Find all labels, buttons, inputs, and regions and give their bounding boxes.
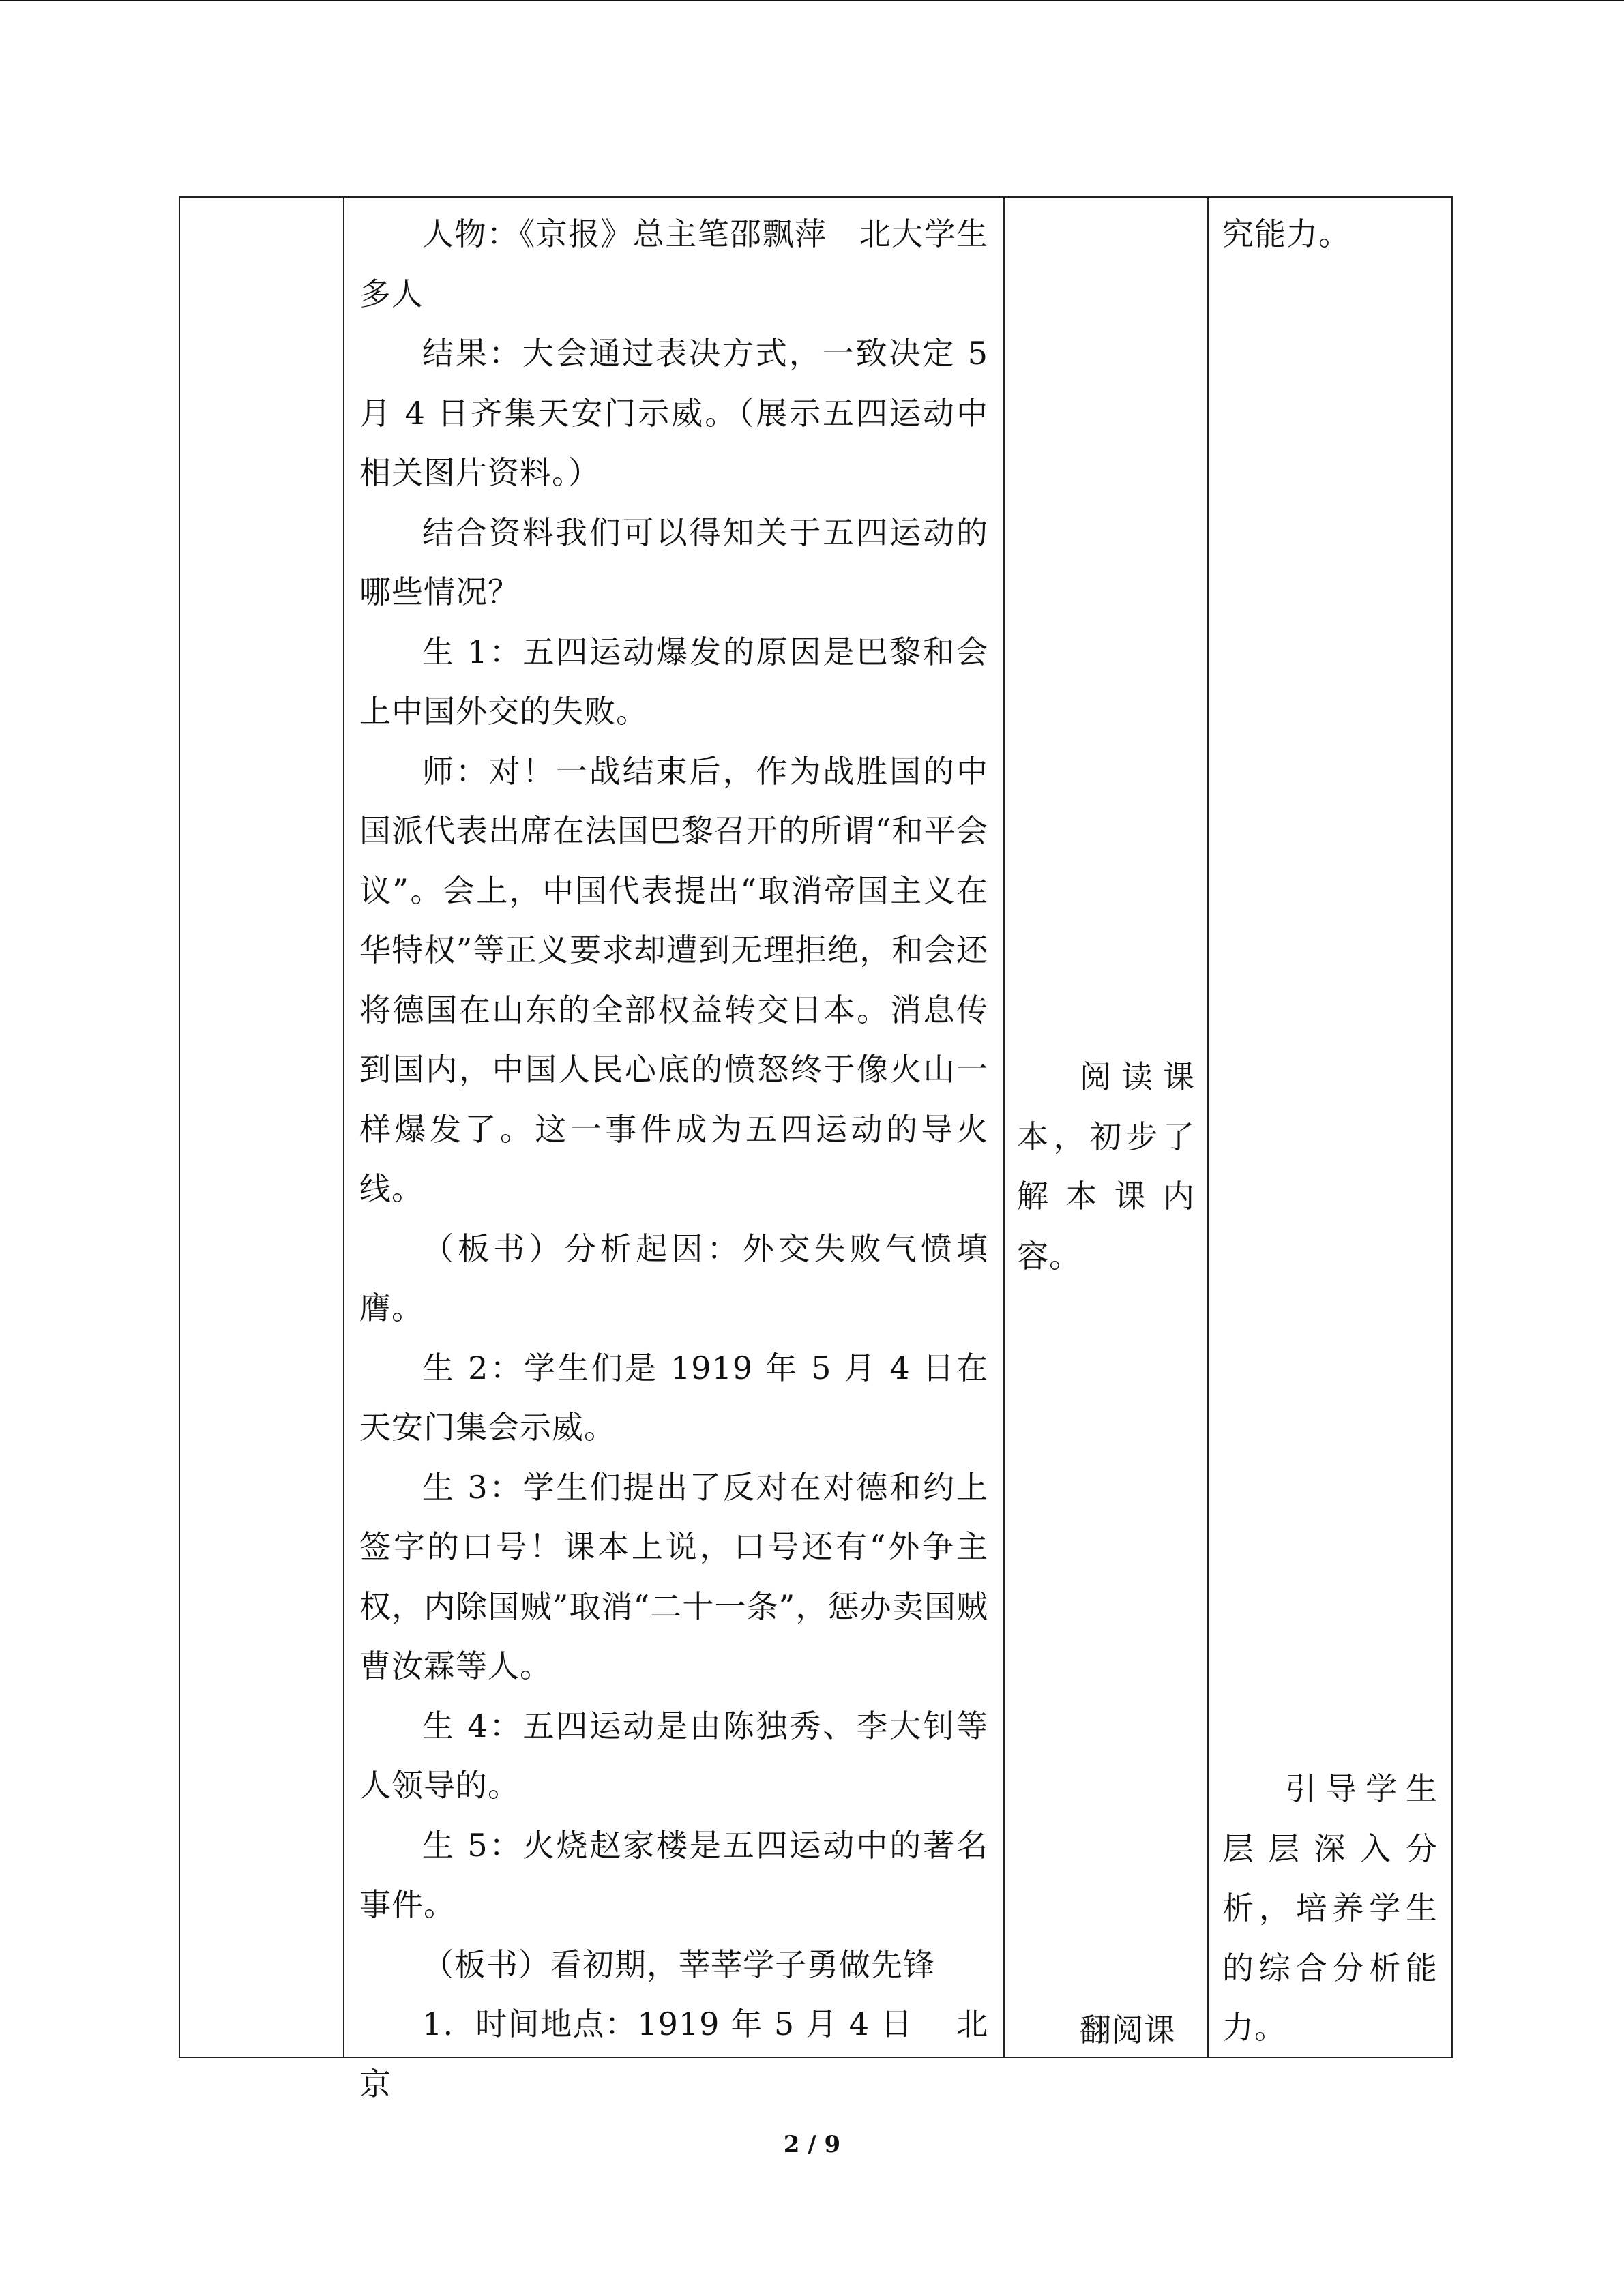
paragraph: 人物：《京报》总主笔邵飘萍 北大学生多人 (359, 215, 988, 312)
paragraph: 翻阅课 (1080, 2012, 1176, 2048)
paragraph: （板书）看初期，莘莘学子勇做先锋 (422, 1945, 935, 1983)
student-activity-cell (1004, 197, 1208, 2057)
read-activity-text (1005, 1047, 1207, 1286)
paragraph: （板书）分析起因：外交失败气愤填膺。 (359, 1229, 988, 1326)
intent-top-text (1209, 205, 1451, 265)
page-number: 2 / 9 (783, 2131, 841, 2158)
paragraph: 生 2：学生们是 1919 年 5 月 4 日在天安门集会示威。 (359, 1349, 988, 1446)
paragraph: 引导学生层层深入分析，培养学生的综合分析能力。 (1222, 1770, 1438, 2046)
paragraph: 生 5：火烧赵家楼是五四运动中的著名事件。 (359, 1826, 988, 1923)
paragraph: 1．时间地点：1919 年 5 月 4 日 北京 (359, 2006, 988, 2102)
paragraph: 结合资料我们可以得知关于五四运动的哪些情况？ (359, 513, 988, 610)
paragraph: 生 3：学生们提出了反对在对德和约上签字的口号！课本上说，口号还有“外争主权，内除国贼”取消“二十一条”，惩办卖国贼曹汝霖等人。 (359, 1468, 988, 1684)
paragraph: 究能力。 (1222, 215, 1350, 252)
teaching-process-text (344, 198, 1003, 2114)
paragraph: 生 4：五四运动是由陈独秀、李大钊等人领导的。 (359, 1707, 988, 1804)
intent-guide-text (1209, 1759, 1451, 2058)
teaching-process-cell (344, 197, 1004, 2102)
stage-column-cell (179, 197, 344, 2057)
paragraph: 师：对！一战结束后，作为战胜国的中国派代表出席在法国巴黎召开的所谓“和平会议”。会上，中国代表提出“取消帝国主义在华特权”等正义要求却遭到无理拒绝，和会还将德国在山东的全部权益转交日本。消息传到国内，中国人民心底的愤怒终于像火山一样爆发了。这一事件成为五四运动的导火线。 (359, 752, 988, 1207)
lesson-plan-table (179, 196, 1453, 2102)
paragraph: 结果：大会通过表决方式，一致决定 5 月 4 日齐集天安门示威。（展示五四运动中相关图片资料。） (359, 335, 988, 491)
table-row (179, 197, 1452, 2057)
paragraph: 阅读课本，初步了解本课内容。 (1017, 1058, 1195, 1274)
browse-activity-text (1005, 2001, 1207, 2061)
design-intent-cell (1208, 197, 1452, 2057)
paragraph: 生 1：五四运动爆发的原因是巴黎和会上中国外交的失败。 (359, 633, 988, 730)
page-top-border (0, 0, 1624, 1)
